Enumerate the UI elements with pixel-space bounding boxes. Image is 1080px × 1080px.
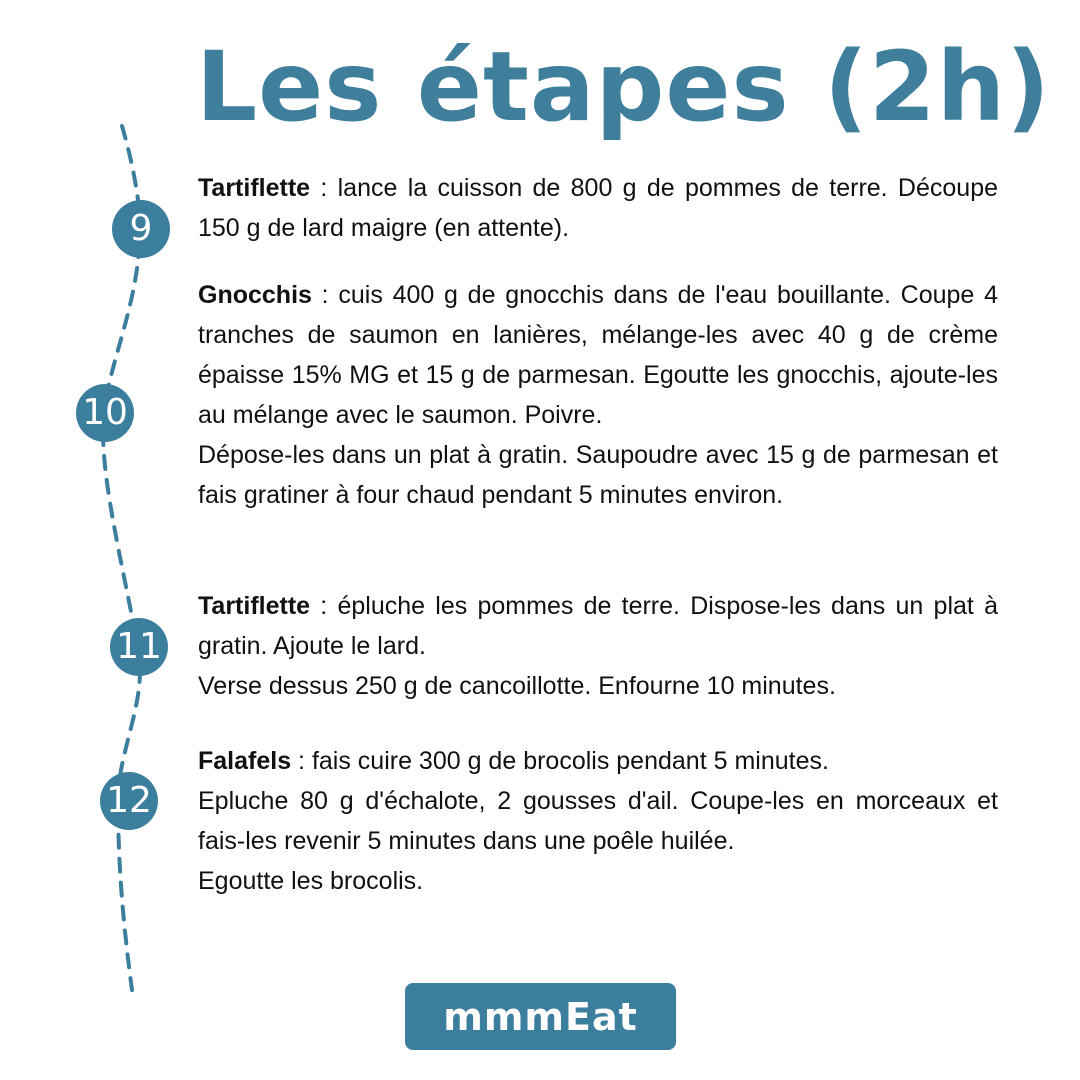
step-number-label: 11 — [116, 626, 162, 667]
dish-name: Tartiflette — [198, 592, 311, 620]
step-text: : épluche les pommes de terre. Dispose-les dans un plat à gratin. Ajoute le lard. — [198, 592, 998, 660]
step-12-text — [198, 741, 998, 901]
dish-name: Gnocchis — [198, 281, 312, 309]
step-9-text — [198, 168, 998, 248]
page-title: Les étapes (2h) — [196, 31, 1051, 143]
dish-name: Falafels — [198, 747, 292, 775]
step-paragraph — [198, 586, 998, 666]
step-paragraph: Epluche 80 g d'échalote, 2 gousses d'ail. Coupe-les en morceaux et fais-les revenir 5 minutes dans une poêle huilée. — [198, 787, 998, 855]
dish-name: Tartiflette — [198, 174, 311, 202]
step-paragraph — [198, 741, 998, 781]
step-number-label: 10 — [82, 392, 128, 433]
step-number-11 — [110, 618, 168, 676]
step-paragraph: Dépose-les dans un plat à gratin. Saupoudre avec 15 g de parmesan et fais gratiner à four chaud pendant 5 minutes environ. — [198, 441, 998, 509]
step-number-10 — [76, 384, 134, 442]
step-paragraph: Verse dessus 250 g de cancoillotte. Enfourne 10 minutes. — [198, 672, 836, 700]
step-number-9 — [112, 200, 170, 258]
step-10-text — [198, 275, 998, 515]
step-text: : lance la cuisson de 800 g de pommes de terre. Découpe 150 g de lard maigre (en attente). — [198, 174, 998, 242]
step-paragraph — [198, 168, 998, 248]
step-number-label: 9 — [129, 208, 153, 249]
step-text: : fais cuire 300 g de brocolis pendant 5 minutes. — [291, 747, 829, 775]
step-text: : cuis 400 g de gnocchis dans de l'eau bouillante. Coupe 4 tranches de saumon en lanières, mélange-les avec 40 g de crème épaisse 15% MG et 15 g de parmesan. Egoutte les gnocchis, ajoute-les au mélange avec le saumon. Poivre. — [198, 281, 998, 429]
step-number-label: 12 — [106, 780, 152, 821]
step-number-12 — [100, 772, 158, 830]
brand-logo — [405, 983, 676, 1050]
step-11-text — [198, 586, 998, 706]
brand-logo-text: mmmEat — [443, 994, 638, 1039]
step-paragraph: Egoutte les brocolis. — [198, 867, 424, 895]
step-paragraph — [198, 275, 998, 435]
